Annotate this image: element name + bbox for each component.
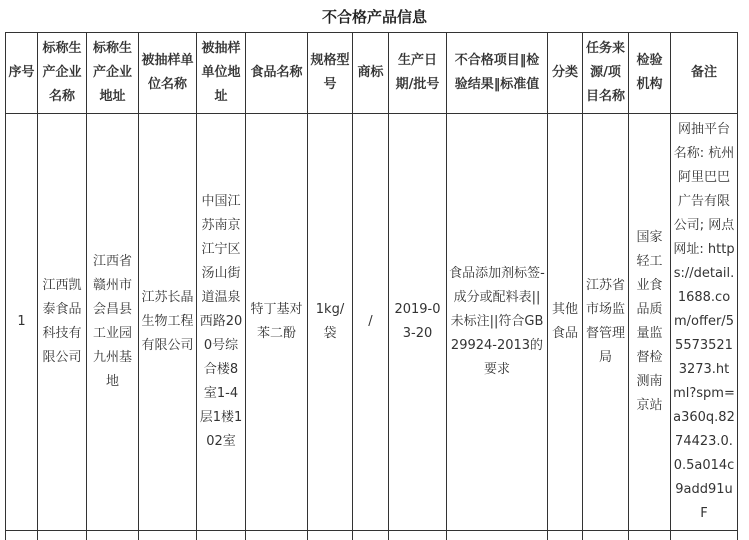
- header-manufacturer-name: 标称生产企业名称: [38, 33, 87, 114]
- empty-cell: [548, 531, 583, 540]
- header-spec-model: 规格型号: [308, 33, 353, 114]
- cell-food-name: 特丁基对苯二酚: [246, 114, 308, 531]
- empty-cell: [671, 531, 738, 540]
- empty-cell: [583, 531, 629, 540]
- cell-trademark: /: [353, 114, 389, 531]
- cell-failed-item: 食品添加剂标签-成分或配料表||未标注||符合GB29924-2013的要求: [447, 114, 548, 531]
- cell-manufacturer-name: 江西凯泰食品科技有限公司: [38, 114, 87, 531]
- empty-cell: [629, 531, 671, 540]
- cell-spec-model: 1kg/袋: [308, 114, 353, 531]
- header-sampled-unit-name: 被抽样单位名称: [139, 33, 197, 114]
- cell-manufacturer-address: 江西省赣州市会昌县工业园九州基地: [87, 114, 139, 531]
- empty-cell: [246, 531, 308, 540]
- cell-remark: 网抽平台名称: 杭州阿里巴巴广告有限公司; 网点网址: https://detail.1688.com/offer/555735213273.html?spm=a360q.8274423.0.0.5a014c9add91uF: [671, 114, 738, 531]
- header-task-source: 任务来源/项目名称: [583, 33, 629, 114]
- cell-sampled-unit-name: 江苏长晶生物工程有限公司: [139, 114, 197, 531]
- header-failed-item: 不合格项目‖检验结果‖标准值: [447, 33, 548, 114]
- header-category: 分类: [548, 33, 583, 114]
- empty-cell: [353, 531, 389, 540]
- header-trademark: 商标: [353, 33, 389, 114]
- empty-cell: [139, 531, 197, 540]
- empty-cell: [197, 531, 246, 540]
- cell-seq: 1: [6, 114, 38, 531]
- nonconforming-products-table: [5, 32, 738, 540]
- header-inspection-agency: 检验机构: [629, 33, 671, 114]
- table-header-row: [6, 33, 738, 114]
- cell-sampled-unit-address: 中国江苏南京江宁区汤山街道温泉西路200号综合楼8室1-4层1楼102室: [197, 114, 246, 531]
- empty-cell: [389, 531, 447, 540]
- cell-task-source: 江苏省市场监督管理局: [583, 114, 629, 531]
- header-seq: 序号: [6, 33, 38, 114]
- empty-cell: [38, 531, 87, 540]
- empty-cell: [87, 531, 139, 540]
- header-production-date: 生产日期/批号: [389, 33, 447, 114]
- empty-cell: [447, 531, 548, 540]
- cell-production-date: 2019-03-20: [389, 114, 447, 531]
- table-row: [6, 114, 738, 531]
- cell-inspection-agency: 国家轻工业食品质量监督检测南京站: [629, 114, 671, 531]
- empty-cell: [6, 531, 38, 540]
- header-remark: 备注: [671, 33, 738, 114]
- page-title: 不合格产品信息: [321, 8, 427, 26]
- cell-category: 其他食品: [548, 114, 583, 531]
- empty-cell: [308, 531, 353, 540]
- header-manufacturer-address: 标称生产企业地址: [87, 33, 139, 114]
- table-row-partial: [6, 531, 738, 540]
- header-food-name: 食品名称: [246, 33, 308, 114]
- header-sampled-unit-address: 被抽样单位地址: [197, 33, 246, 114]
